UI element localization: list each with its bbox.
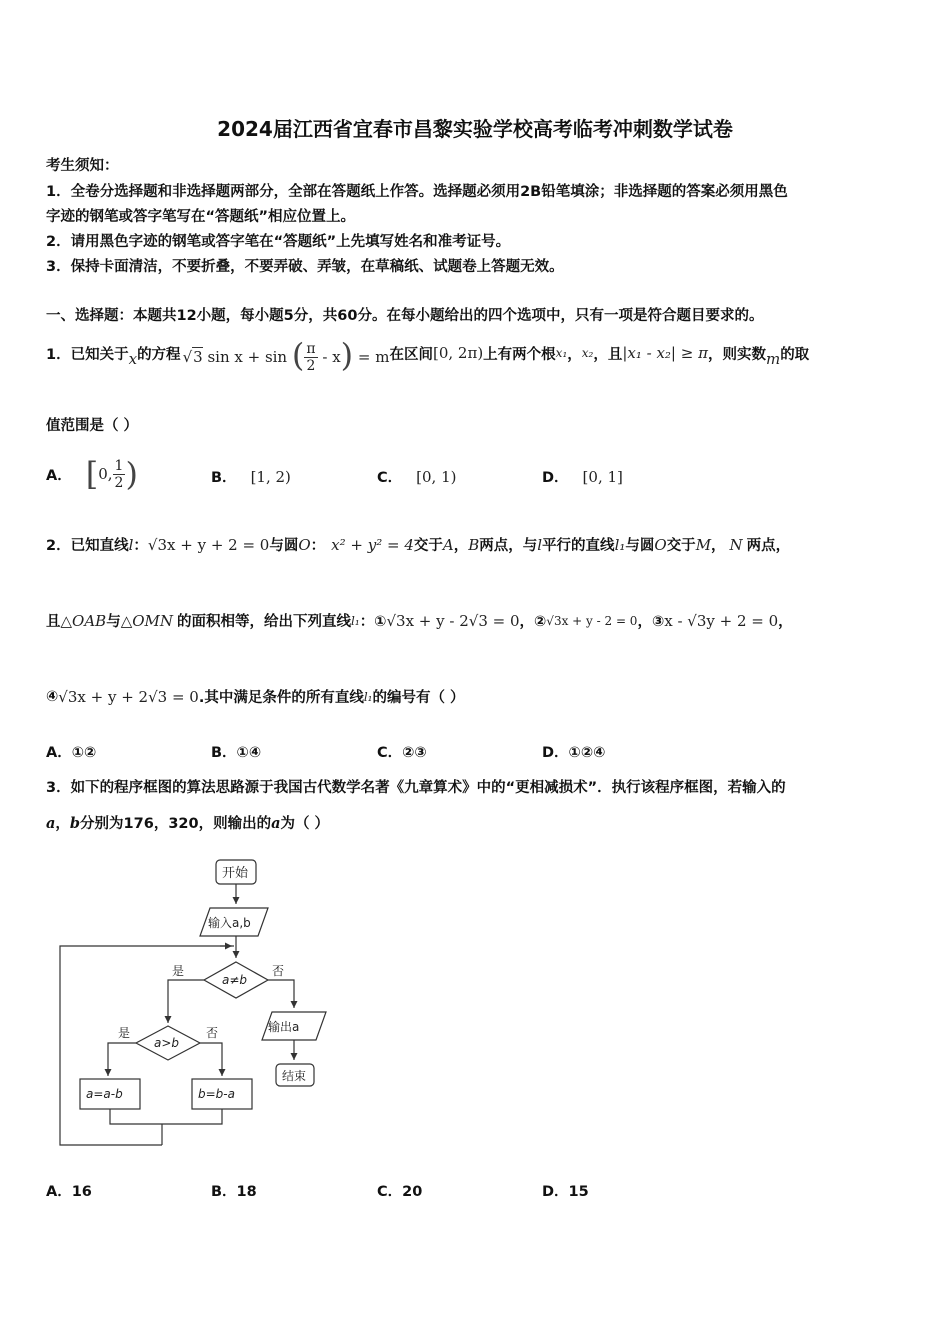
q1-var-x: x xyxy=(128,350,138,368)
q1-option-a[interactable] xyxy=(46,452,138,496)
q2-row2-text-5: ，② xyxy=(519,614,547,630)
q1-eq-sqrt: 3 xyxy=(193,347,203,366)
flow-output-text: 输出a xyxy=(268,1020,300,1034)
q1-text-7: 的取 xyxy=(780,346,810,363)
flowchart xyxy=(50,850,350,1160)
q1-option-b-label: B． xyxy=(211,470,237,486)
q1-option-c[interactable] xyxy=(377,466,456,487)
q2-text-2: ： xyxy=(133,538,148,554)
q2-var-m: M xyxy=(695,535,712,554)
flow-assign1-text: a=a-b xyxy=(86,1087,123,1101)
q3-option-a[interactable]: A．16 xyxy=(46,1184,92,1200)
question-1-stem xyxy=(46,330,809,376)
q3-option-d[interactable]: D．15 xyxy=(542,1184,589,1200)
q3-var-a: a xyxy=(46,815,56,832)
notice-line-1b: 字迹的钢笔或答字笔写在“答题纸”相应位置上。 xyxy=(46,209,356,225)
q1-eq-minus-x: - x xyxy=(322,347,341,366)
q2-text-5: 交于 xyxy=(413,538,443,554)
q3-sep: ， xyxy=(55,816,70,832)
q2-text-11: ， xyxy=(711,538,726,554)
q1-option-a-label: A． xyxy=(46,467,72,484)
q1-option-a-num: 1 xyxy=(114,457,124,474)
q1-option-d-value: [0, 1] xyxy=(582,467,623,486)
flow-yes2-text: 是 xyxy=(118,1026,131,1040)
q2-text-12: 两点， xyxy=(746,538,791,554)
q3-line-2-rest: 分别为176，320，则输出的 xyxy=(80,816,272,832)
notice-line-1: 1．全卷分选择题和非选择题两部分，全部在答题纸上作答。选择题必须用2B铅笔填涂；非选择题的答案必须用黑色 xyxy=(46,184,788,200)
question-2-stem-row2 xyxy=(46,610,793,631)
flow-yes1-text: 是 xyxy=(172,964,185,978)
q1-condition: |x₁ - x₂| ≥ π xyxy=(622,344,708,362)
q1-frac-num: π xyxy=(306,341,316,358)
q1-interval: [0, 2π) xyxy=(432,344,484,362)
q1-option-a-den: 2 xyxy=(114,474,124,491)
q1-text-5: ，且 xyxy=(593,346,623,363)
q3-var-b: b xyxy=(69,815,81,832)
q2-text-6: ， xyxy=(453,538,469,554)
flow-assign2-text: b=b-a xyxy=(198,1087,235,1101)
q2-option-a[interactable]: A．①② xyxy=(46,745,97,761)
q2-row2-text-4: ：① xyxy=(359,614,387,630)
q2-var-l1: l₁ xyxy=(614,535,626,554)
q1-x1: x₁ xyxy=(555,346,568,360)
q1-frac-pi2 xyxy=(304,341,317,374)
q2-text-9: 与圆 xyxy=(625,538,655,554)
q2-row2-text-6: ，③ xyxy=(637,614,665,630)
q2-row2-text-7: ， xyxy=(778,614,793,630)
q2-var-o-2: O xyxy=(654,535,667,554)
flow-start-text: 开始 xyxy=(222,866,249,881)
q2-var-n: N xyxy=(729,535,743,554)
q1-var-m: m xyxy=(765,350,781,368)
q2-line-equation: √3x + y + 2 = 0 xyxy=(147,535,270,554)
q1-text-8: 值范围是（ ） xyxy=(46,418,139,434)
flow-no1-text: 否 xyxy=(272,964,285,978)
q3-line-1: 3．如下的程序框图的算法思路源于我国古代数学名著《九章算术》中的“更相减损术”．执行该程序框图，若输入的 xyxy=(46,780,786,796)
flow-cond1-text: a≠b xyxy=(222,973,248,987)
q1-x2: x₂ xyxy=(581,346,594,360)
q3-option-c[interactable]: C．20 xyxy=(377,1184,423,1200)
question-2-stem-row1 xyxy=(46,534,790,555)
q1-option-a-value: [ 0, $\frac{1}{2}$ ) xyxy=(85,455,138,493)
section-heading: 一、选择题：本题共12小题，每小题5分，共60分。在每小题给出的四个选项中，只有一项是符合题目要求的。 xyxy=(46,308,764,324)
q2-var-o: O xyxy=(298,535,311,554)
q1-option-d-label: D． xyxy=(542,470,569,486)
q2-option-c[interactable]: C．②③ xyxy=(377,745,427,761)
q1-option-d[interactable] xyxy=(542,466,623,487)
q1-text-2: 的方程 xyxy=(137,346,181,363)
q2-statement-4: √3x + y + 2√3 = 0 xyxy=(58,687,199,706)
q1-equation: √3 sin x + sin ( $\frac{\pi}{2}$ - x) = m xyxy=(182,335,390,375)
q1-option-b-value: [1, 2) xyxy=(250,467,291,486)
q1-option-c-label: C． xyxy=(377,470,403,486)
flow-cond2-text: a>b xyxy=(154,1036,180,1050)
q2-circle-equation: x² + y² = 4 xyxy=(331,535,414,554)
q2-var-b: B xyxy=(468,535,480,554)
q2-row3-text-1: ④ xyxy=(46,688,59,705)
q3-line-2-end: 为（ ） xyxy=(280,816,330,832)
q3-option-b[interactable]: B．18 xyxy=(211,1184,257,1200)
flow-input-text: 输入a,b xyxy=(208,916,251,930)
q3-line-2 xyxy=(46,812,329,833)
q1-frac-den: 2 xyxy=(306,358,316,375)
q1-option-c-value: [0, 1) xyxy=(416,467,457,486)
q1-text-6: ，则实数 xyxy=(707,346,766,363)
q1-comma: ， xyxy=(567,346,582,363)
q2-row2-text-2: 与 xyxy=(106,614,121,630)
q3-var-a-2: a xyxy=(271,815,281,832)
q2-text-4: ： xyxy=(310,538,326,554)
q2-statement-2: √3x + y - 2 = 0 xyxy=(546,613,638,628)
q1-option-a-frac xyxy=(113,458,126,491)
q2-statement-3: x - √3y + 2 = 0 xyxy=(664,611,779,630)
q2-row3-text-3: 的编号有（ ） xyxy=(372,690,465,706)
q1-option-b[interactable] xyxy=(211,466,291,487)
q1-text-4: 上有两个根 xyxy=(483,346,556,363)
q1-eq-sin: sin x + sin xyxy=(207,347,288,366)
q2-text-7: 两点，与 xyxy=(479,538,538,554)
notice-line-2: 2．请用黑色字迹的钢笔或答字笔在“答题纸”上先填写姓名和准考证号。 xyxy=(46,234,511,250)
notice-heading: 考生须知： xyxy=(46,158,119,174)
q2-statement-1: √3x + y - 2√3 = 0 xyxy=(386,611,520,630)
page-title: 2024届江西省宜春市昌黎实验学校高考临考冲刺数学试卷 xyxy=(217,117,733,141)
notice-line-3: 3．保持卡面清洁，不要折叠，不要弄破、弄皱，在草稿纸、试题卷上答题无效。 xyxy=(46,259,564,275)
q2-text-10: 交于 xyxy=(666,538,696,554)
q1-text-1: 1．已知关于 xyxy=(46,346,129,363)
q2-text-1: 2．已知直线 xyxy=(46,538,129,554)
flow-no2-text: 否 xyxy=(206,1026,219,1040)
q2-row3-text-2: .其中满足条件的所有直线 xyxy=(198,690,364,706)
q2-row2-var-l1: l₁ xyxy=(351,613,360,628)
q1-eq-m: = m xyxy=(357,347,390,366)
q2-row2-text-1: 且 xyxy=(46,614,61,630)
flow-end-text: 结束 xyxy=(282,1069,307,1083)
q2-option-d[interactable]: D．①②④ xyxy=(542,745,606,761)
q2-triangle-oab: △OAB xyxy=(60,611,107,630)
q2-text-8: 平行的直线 xyxy=(542,538,615,554)
q1-text-3: 在区间 xyxy=(389,346,433,363)
q2-text-3: 与圆 xyxy=(269,538,299,554)
question-2-stem-row3 xyxy=(46,686,465,707)
q2-triangle-omn: △OMN xyxy=(120,611,174,630)
q2-var-a: A xyxy=(442,535,454,554)
q2-var-l-2: l xyxy=(537,535,543,554)
q1-option-a-left: 0, xyxy=(98,465,113,483)
q2-row3-var-l1: l₁ xyxy=(363,689,373,704)
q2-option-b[interactable]: B．①④ xyxy=(211,745,262,761)
q2-var-l: l xyxy=(128,535,134,554)
q2-row2-text-3: 的面积相等，给出下列直线 xyxy=(177,614,352,630)
